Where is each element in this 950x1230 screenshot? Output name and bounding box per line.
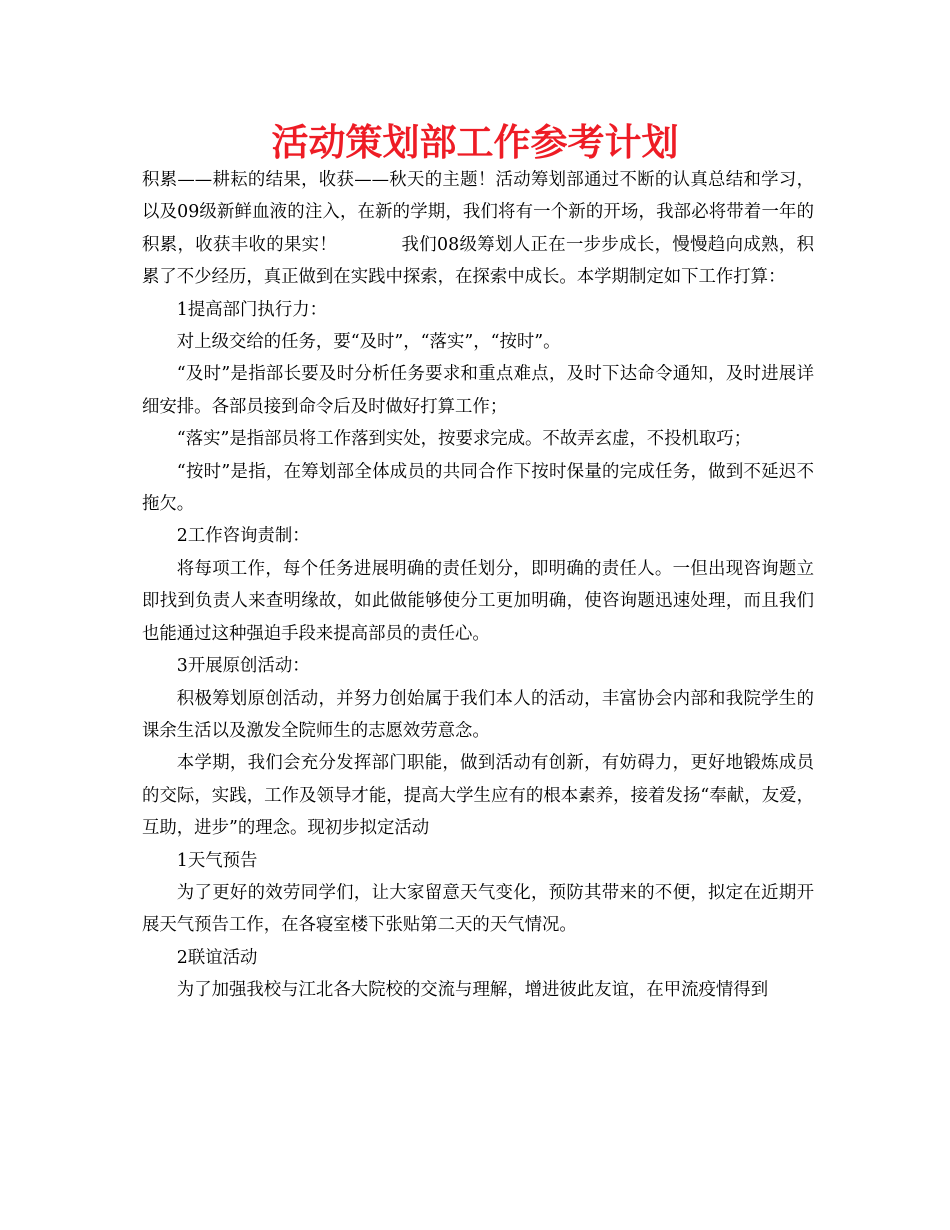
paragraph: 对上级交给的任务，要“及时”，“落实”，“按时”。 [176,332,561,353]
section-heading: 1提高部门执行力： [176,299,327,320]
paragraph-text: 我们08级筹划人正在一步步成长，慢慢趋向成熟，积累了不少经历，真正做到在实践中探索，在探索中成长。本学期制定如下工作打算： [142,234,814,288]
section-heading: 2工作咨询责制： [176,526,310,547]
paragraph: “及时”是指部长要及时分析任务要求和重点难点，及时下达命令通知，及时进展详细安排。各部员接到命令后及时做好打算工作； [142,364,814,417]
paragraph: “落实”是指部员将工作落到实处，按要求完成。不故弄玄虚，不投机取巧； [176,429,752,450]
paragraph: 积极筹划原创活动，并努力创始属于我们本人的活动，丰富协会内部和我院学生的课余生活以及激发全院师生的志愿效劳意念。 [142,688,814,741]
section-heading: 2联谊活动 [176,947,258,968]
paragraph: 为了更好的效劳同学们，让大家留意天气变化，预防其带来的不便，拟定在近期开展天气预告工作，在各寝室楼下张贴第二天的天气情况。 [142,882,814,936]
paragraph-text: 积累——耕耘的结果，收获——秋天的主题！活动筹划部通过不断的认真总结和学习，以及09级新鲜血液的注入，在新的学期，我们将有一个新的开场，我部必将带着一年的积累，收获丰收的果实！ [142,170,814,255]
document-body [142,164,814,1007]
paragraph-intro [142,164,814,294]
document-title: 活动策划部工作参考计划 [271,120,679,164]
paragraph: “按时”是指，在筹划部全体成员的共同合作下按时保量的完成任务，做到不延迟不拖欠。 [142,461,814,515]
paragraph: 将每项工作，每个任务进展明确的责任划分，即明确的责任人。一但出现咨询题立即找到负责人来查明缘故，如此做能够使分工更加明确，使咨询题迅速处理，而且我们也能通过这种强迫手段来提高部员的责任心。 [142,558,814,644]
paragraph: 为了加强我校与江北各大院校的交流与理解，增进彼此友谊，在甲流疫情得到 [176,980,769,1001]
section-heading: 1天气预告 [176,850,258,871]
paragraph: 本学期，我们会充分发挥部门职能，做到活动有创新，有妨碍力，更好地锻炼成员的交际，实践，工作及领导才能，提高大学生应有的根本素养，接着发扬“奉献，友爱，互助，进步”的理念。现初步拟定活动 [142,753,814,839]
section-heading: 3开展原创活动： [176,656,310,677]
